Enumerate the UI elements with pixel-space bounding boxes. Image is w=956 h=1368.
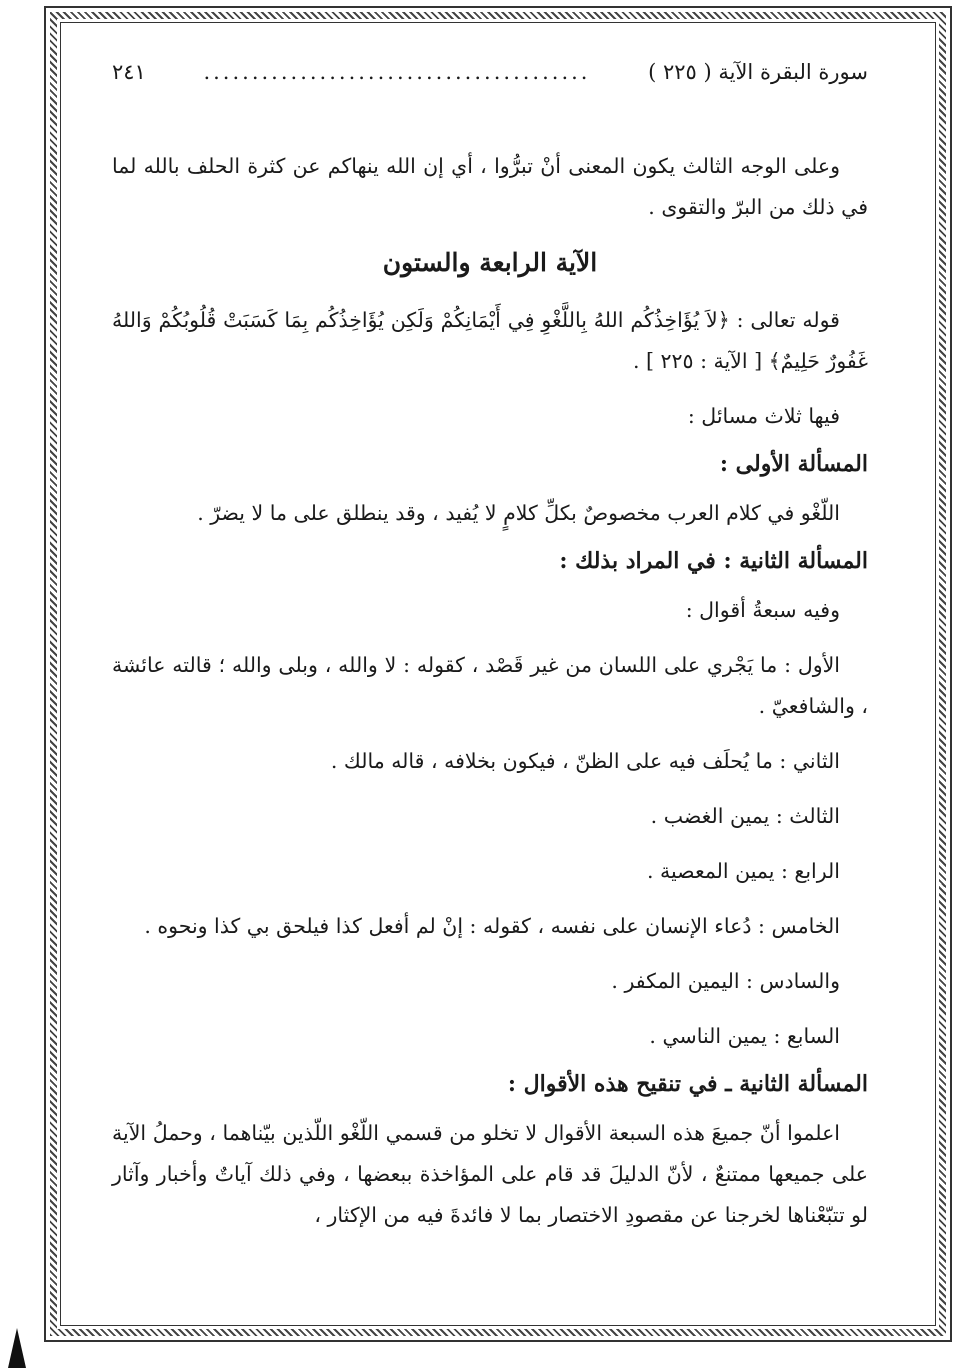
issue-1-title: المسألة الأولى : [719, 451, 868, 477]
opinion-item: الثالث : يمين الغضب . [650, 804, 840, 828]
issue-1-text: اللّغْو في كلام العرب مخصوصٌ بكلِّ كلامٍ لا يُفيد ، وقد ينطلق على ما لا يضرّ . [197, 501, 840, 525]
issues-intro: فيها ثلاث مسائل : [687, 404, 840, 428]
opinion-item: السابع : يمين الناسي . [649, 1024, 840, 1048]
page-number: ٢٤١ [112, 60, 146, 84]
opinion-item: الخامس : دُعاء الإنسان على نفسه ، كقوله : إنْ لم أفعل كذا فيلحق بي كذا ونحوه . [144, 914, 840, 938]
issue-3-title: المسألة الثانية ـ في تنقيح هذه الأقوال : [507, 1071, 868, 1097]
opinion-item: الأول : ما يَجْري على اللسان من غير قَصْد ، كقوله : لا والله ، وبلى والله ؛ قالته عائشة ، والشافعيّ . [112, 653, 868, 718]
running-header [112, 60, 868, 104]
issue-3-text: اعلموا أنّ جميعَ هذه السبعة الأقوال لا تخلو من قسمي اللّغْو اللّذين بيّناهما ، وحملُ الآية على جميعها ممتنعٌ ، لأنّ الدليلَ قد قام على المؤاخذة ببعضها ، وفي ذلك آياتٌ وأخبار وآثار لو تتبّعْناها لخرجنا عن مقصودِ الاختصار بما لا فائدةَ فيه من الإكثار ، [112, 1121, 868, 1227]
issue-2-intro: وفيه سبعةُ أقوال : [685, 598, 840, 622]
section-title: الآية الرابعة والستون [382, 248, 598, 277]
header-title: سورة البقرة الآية ( ٢٢٥ ) [648, 60, 868, 84]
intro-paragraph: وعلى الوجه الثالث يكون المعنى أنْ تبرُّوا ، أي إن الله ينهاكم عن كثرة الحلف بالله لما في ذلك من البرّ والتقوى . [112, 154, 868, 219]
opinion-item: والسادس : اليمين المكفر . [611, 969, 840, 993]
opinion-item: الثاني : ما يُحلَف فيه على الظنّ ، فيكون بخلافه ، قاله مالك . [330, 749, 840, 773]
header-leader-dots: ........................................ [203, 60, 591, 84]
verse-paragraph: قوله تعالى : ﴿لاَ يُؤَاخِذُكُم اللهُ بِاللَّغْوِ فِي أَيْمَانِكُمْ وَلَكِن يُؤَاخِذُكُم بِمَا كَسَبَتْ قُلُوبُكُمْ وَاللهُ غَفُورٌ حَلِيمٌ﴾ [ الآية : ٢٢٥ ] . [112, 308, 868, 373]
opinion-item: الرابع : يمين المعصية . [646, 859, 840, 883]
issue-2-title: المسألة الثانية : في المراد بذلك : [559, 548, 868, 574]
scan-corner-mark [8, 1328, 26, 1368]
page-content [112, 60, 868, 1236]
